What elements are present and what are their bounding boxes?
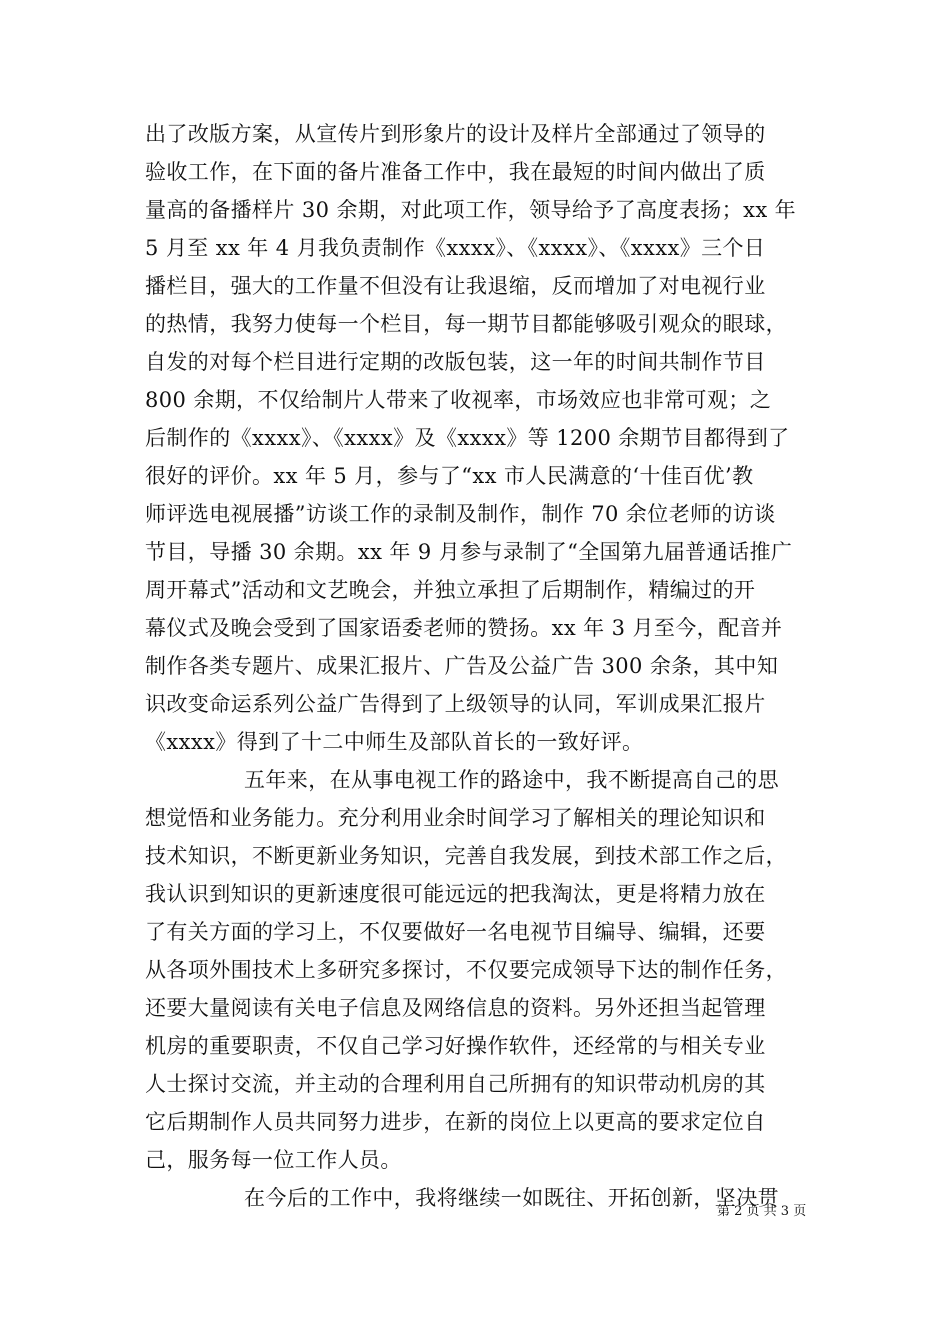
- text-line-6: 的热情，我努力使每一个栏目，每一期节目都能够吸引观众的眼球，: [145, 312, 787, 336]
- text-line-19: 想觉悟和业务能力。充分利用业余时间学习了解相关的理论知识和: [145, 806, 766, 830]
- text-line-16: 识改变命运系列公益广告得到了上级领导的认同，军训成果汇报片: [145, 692, 766, 716]
- text-line-10: 很好的评价。xx 年 5 月，参与了“xx 市人民满意的‘十佳百优’教: [145, 464, 754, 488]
- text-line-21: 我认识到知识的更新速度很可能远远的把我淘汰，更是将精力放在: [145, 882, 766, 906]
- text-line-4: 5 月至 xx 年 4 月我负责制作《xxxx》、《xxxx》、《xxxx》三个日: [145, 236, 766, 260]
- text-line-3: 量高的备播样片 30 余期，对此项工作，领导给予了高度表扬；xx 年: [145, 198, 797, 222]
- text-line-20: 技术知识，不断更新业务知识，完善自我发展，到技术部工作之后，: [145, 844, 787, 868]
- text-line-7: 自发的对每个栏目进行定期的改版包装，这一年的时间共制作节目: [145, 350, 766, 374]
- text-line-26: 人士探讨交流，并主动的合理利用自己所拥有的知识带动机房的其: [145, 1072, 766, 1096]
- text-line-1: 出了改版方案，从宣传片到形象片的设计及样片全部通过了领导的: [145, 122, 766, 146]
- text-line-23: 从各项外围技术上多研究多探讨，不仅要完成领导下达的制作任务，: [145, 958, 787, 982]
- text-line-13: 周开幕式”活动和文艺晚会，并独立承担了后期制作，精编过的开: [145, 578, 756, 602]
- text-line-24: 还要大量阅读有关电子信息及网络信息的资料。另外还担当起管理: [145, 996, 766, 1020]
- text-line-9: 后制作的《xxxx》、《xxxx》及《xxxx》等 1200 余期节目都得到了: [145, 426, 790, 450]
- paragraph-start-line: 五年来，在从事电视工作的路途中，我不断提高自己的思: [244, 768, 779, 792]
- text-line-5: 播栏目，强大的工作量不但没有让我退缩，反而增加了对电视行业: [145, 274, 766, 298]
- text-line-14: 幕仪式及晚会受到了国家语委老师的赞扬。xx 年 3 月至今，配音并: [145, 616, 783, 640]
- text-line-2: 验收工作，在下面的备片准备工作中，我在最短的时间内做出了质: [145, 160, 766, 184]
- text-line-27: 它后期制作人员共同努力进步，在新的岗位上以更高的要求定位自: [145, 1110, 766, 1134]
- paragraph-start-line: 在今后的工作中，我将继续一如既往、开拓创新，坚决贯: [244, 1186, 779, 1210]
- page-number-footer: 第 2 页 共 3 页: [717, 1204, 807, 1219]
- text-line-15: 制作各类专题片、成果汇报片、广告及公益广告 300 余条，其中知: [145, 654, 779, 678]
- text-line-8: 800 余期，不仅给制片人带来了收视率，市场效应也非常可观；之: [145, 388, 772, 412]
- text-line-22: 了有关方面的学习上，不仅要做好一名电视节目编导、编辑，还要: [145, 920, 766, 944]
- text-line-25: 机房的重要职责，不仅自己学习好操作软件，还经常的与相关专业: [145, 1034, 766, 1058]
- text-line-28: 己，服务每一位工作人员。: [145, 1148, 402, 1172]
- text-line-12: 节目，导播 30 余期。xx 年 9 月参与录制了“全国第九届普通话推广: [145, 540, 793, 564]
- text-line-17: 《xxxx》得到了十二中师生及部队首长的一致好评。: [145, 730, 644, 754]
- text-line-11: 师评选电视展播”访谈工作的录制及制作，制作 70 余位老师的访谈: [145, 502, 776, 526]
